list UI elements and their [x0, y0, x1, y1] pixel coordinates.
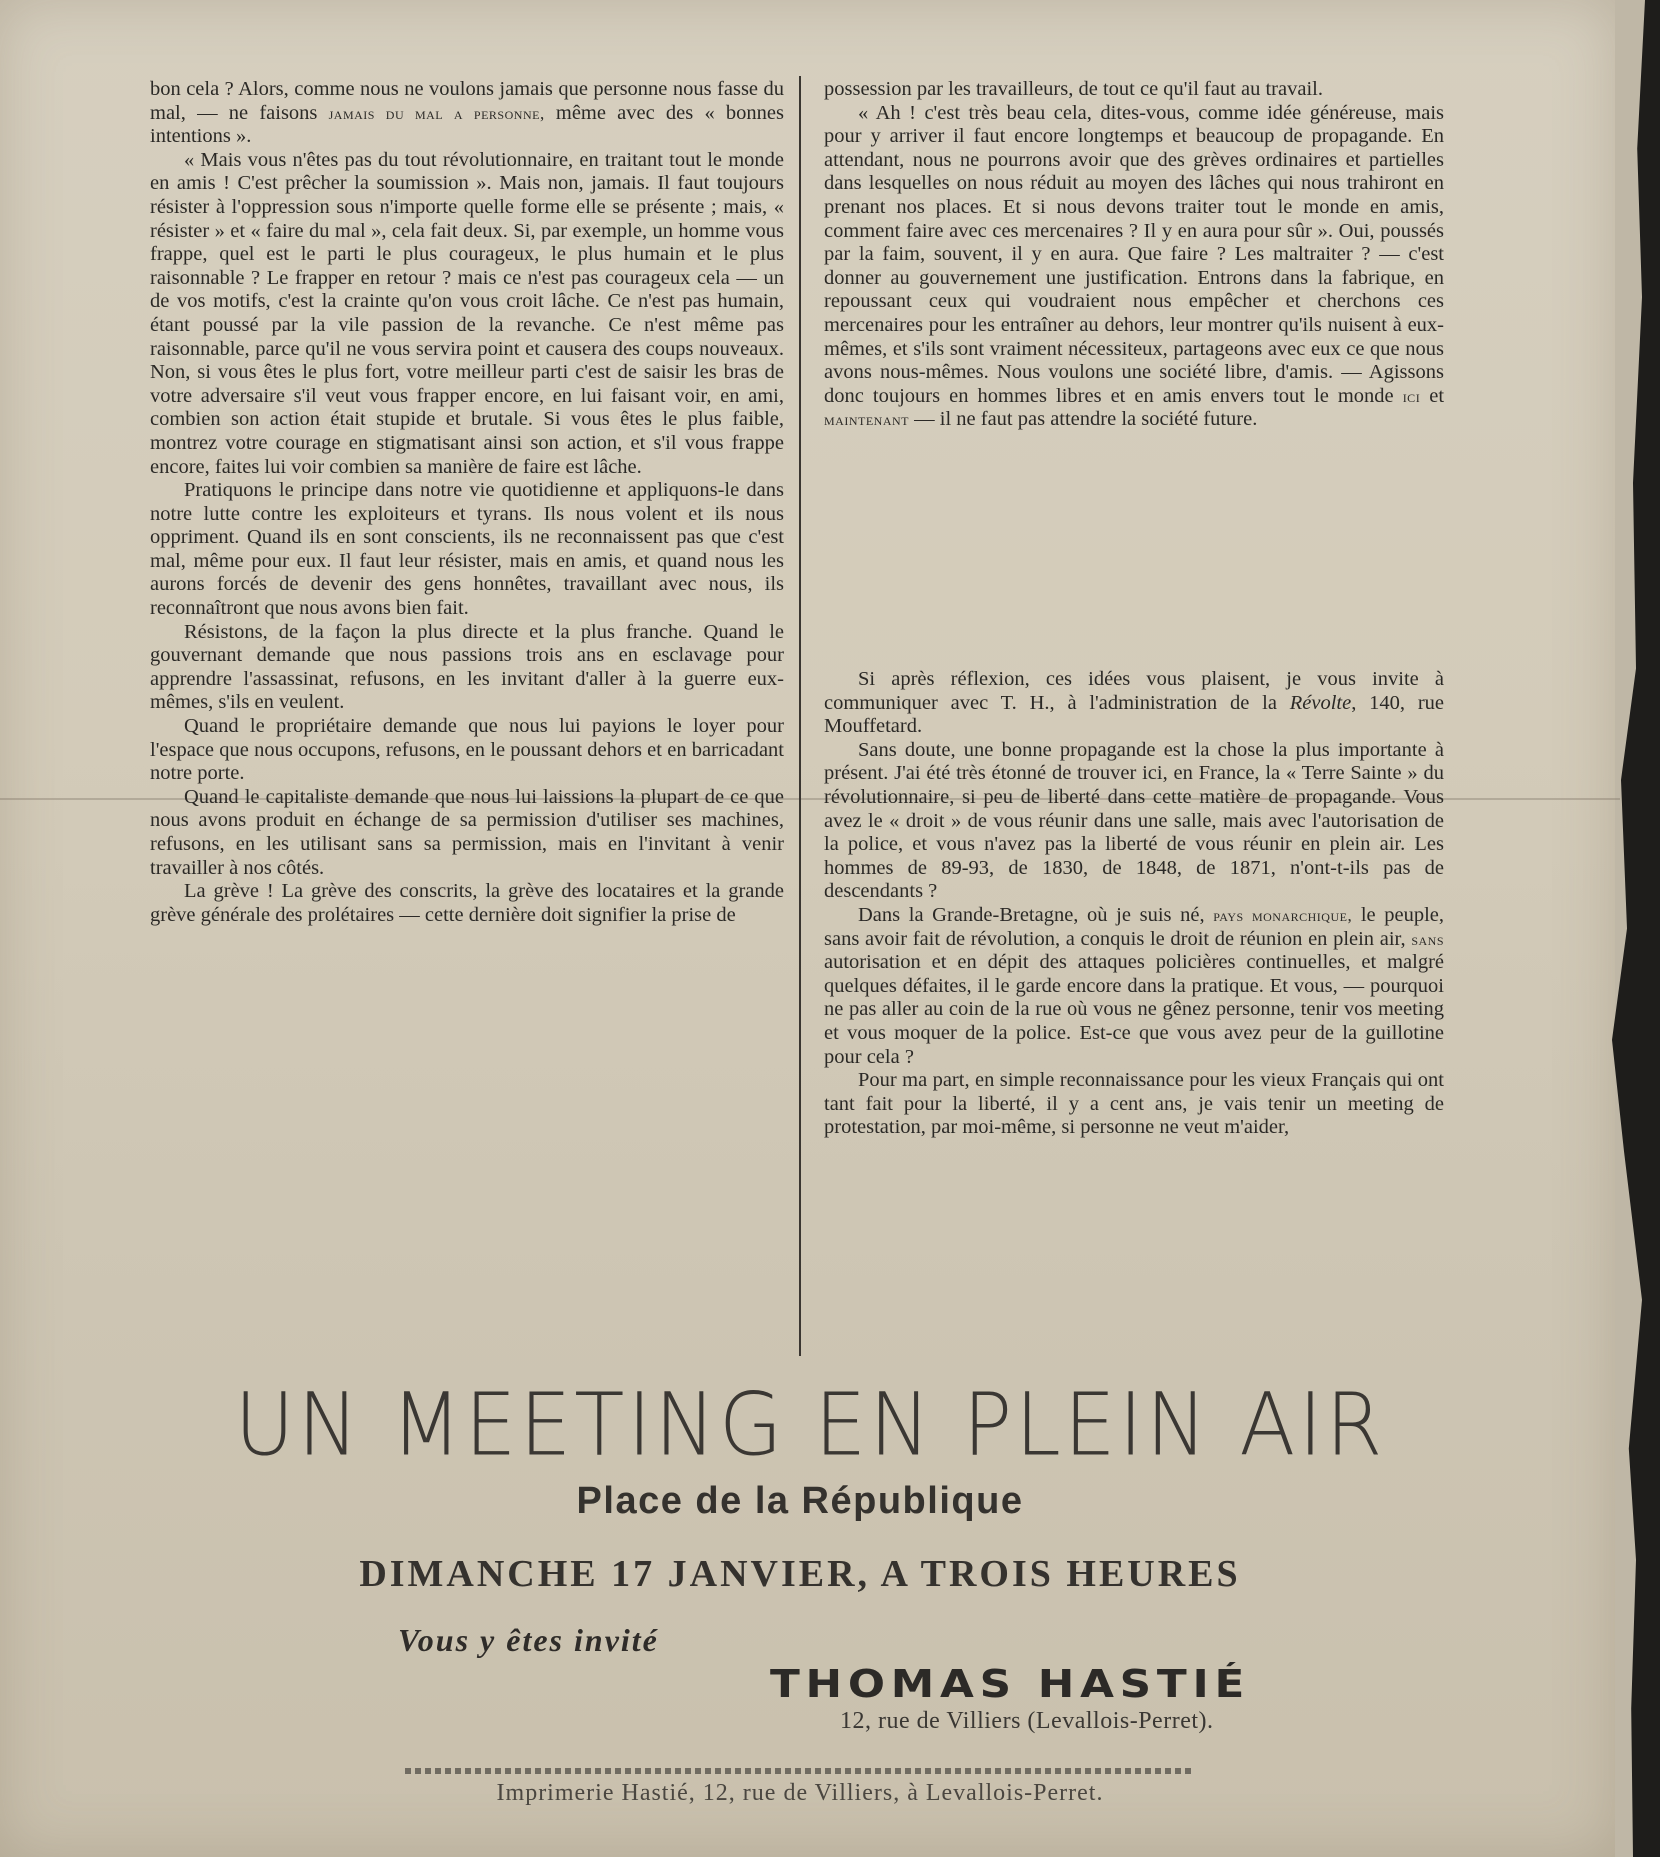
left-paragraph-7: La grève ! La grève des conscrits, la grève des locataires et la grande grève générale des prolétaires — cette dernière doit signifier la prise de — [150, 880, 784, 926]
left-paragraph-1: bon cela ? Alors, comme nous ne voulons jamais que personne nous fasse du mal, — ne faisons jamais du mal a personne, même avec des « bonnes intentions ». — [150, 78, 784, 148]
signer-address: 12, rue de Villiers (Levallois-Perret). — [840, 1708, 1214, 1734]
signer-name: THOMAS HASTIÉ — [770, 1662, 1251, 1706]
printer-imprint: Imprimerie Hastié, 12, rue de Villiers, à Levallois-Perret. — [496, 1780, 1104, 1806]
left-paragraph-6: Quand le capitaliste demande que nous lui laissions la plupart de ce que nous avons produit en échange de sa permission d'utiliser ses machines, refusons, en les utilisant sans sa permission, mais en l'invitant à venir travailler à nos côtés. — [150, 785, 784, 879]
meeting-date: DIMANCHE 17 JANVIER, A TROIS HEURES — [359, 1553, 1241, 1595]
right-paragraph-2: « Ah ! c'est très beau cela, dites-vous, comme idée généreuse, mais pour y arriver il faut encore longtemps et beaucoup de propagande. En attendant, nous ne pourrons avoir que des grèves ordinaires et partielles dans lesquelles on nous réduit au moyen des lâches qui nous trahiront en prenant nos places. Et si nous devons traiter tout le monde en amis, comment faire avec ces mercenaires ? Il y en aura pour sûr ». Oui, poussés par la faim, souvent, il y en aura. Que faire ? Les maltraiter ? — c'est donner au gouvernement une justification. Entrons dans la fabrique, en repoussant ceux qui voudraient nous empêcher et cherchons ces mercenaires pour les entraîner au dehors, leur montrer qu'ils nuisent à eux-mêmes, et s'ils sont vraiment nécessiteux, partageons avec eux ce que nous avons nous-mêmes. Nous voulons une société libre, d'amis. — Agissons donc toujours en hommes libres et en amis envers tout le monde ici et maintenant — il ne faut pas attendre la société future. — [824, 101, 1445, 431]
right-column-top — [824, 78, 1444, 432]
headline: UN MEETING EN PLEIN AIR — [234, 1375, 1386, 1476]
left-paragraph-2: « Mais vous n'êtes pas du tout révolutionnaire, en traitant tout le monde en amis ! C'est prêcher la soumission ». Mais non, jamais. Il faut toujours résister à l'oppression sous n'importe quelle forme elle se présente ; mais, « résister » et « faire du mal », cela fait deux. Si, par exemple, un homme vous frappe, quel est le parti le plus courageux, le plus humain et le plus raisonnable ? Le frapper en retour ? mais ce n'est pas courageux cela — un de vos motifs, c'est la crainte qu'on vous croit lâche. Ce n'est pas humain, étant poussé par la vile passion de la revanche. Ce n'est même pas raisonnable, parce qu'il ne vous servira point et causera des coups nouveaux. Non, si vous êtes le plus fort, votre meilleur parti c'est de saisir les bras de votre adversaire s'il veut vous frapper encore, en lui faisant voir, en ami, combien son action était stupide et brutale. Si vous êtes le plus faible, montrez votre courage en stigmatisant ainsi son action, et s'il vous frappe encore, faites lui voir combien sa manière de faire est lâche. — [150, 148, 784, 478]
right-paragraph-6: Pour ma part, en simple reconnaissance pour les vieux Français qui ont tant fait pour la liberté, il y a cent ans, je vais tenir un meeting de protestation, par moi-même, si personne ne veut m'aider, — [824, 1069, 1444, 1139]
left-column — [150, 78, 784, 927]
right-paragraph-4: Sans doute, une bonne propagande est la chose la plus importante à présent. J'ai été très étonné de trouver ici, en France, la « Terre Sainte » du révolutionnaire, si peu de liberté dans cette matière de propagande. Vous avez le « droit » de vous réunir dans une salle, mais avec l'autorisation de la police, et vous n'avez pas la liberté de vous réunir en plein air. Les hommes de 89-93, de 1830, de 1848, de 1871, n'ont-t-ils pas de descendants ? — [824, 738, 1444, 903]
right-paragraph-3: Si après réflexion, ces idées vous plaisent, je vous invite à communiquer avec T. H., à l'administration de la Révolte, 140, rue Mouffetard. — [824, 668, 1444, 738]
invitation-line: Vous y êtes invité — [398, 1622, 659, 1658]
right-paragraph-1: possession par les travailleurs, de tout ce qu'il faut au travail. — [824, 78, 1323, 100]
column-divider — [799, 76, 801, 1356]
right-column-bottom — [824, 668, 1444, 1140]
decorative-rule — [405, 1768, 1195, 1774]
right-paragraph-5: Dans la Grande-Bretagne, où je suis né, pays monarchique, le peuple, sans avoir fait de révolution, a conquis le droit de réunion en plein air, sans autorisation et en dépit des attaques policières continuelles, et malgré quelques défaites, il le garde encore dans la pratique. Et vous, — pourquoi ne pas aller au coin de la rue où vous ne gênez personne, tenir vos meeting et vous moquer de la police. Est-ce que vous avez peur de la guillotine pour cela ? — [824, 903, 1445, 1068]
left-paragraph-3: Pratiquons le principe dans notre vie quotidienne et appliquons-le dans notre lutte contre les exploiteurs et tyrans. Ils nous volent et ils nous oppriment. Quand ils en sont conscients, ils ne reconnaissent pas que c'est mal, même pour eux. Il faut leur résister, mais en amis, et quand nous les aurons forcés de devenir des gens honnêtes, travaillant avec nous, ils reconnaîtront que nous avons bien fait. — [150, 479, 784, 620]
left-paragraph-5: Quand le propriétaire demande que nous lui payions le loyer pour l'espace que nous occupons, refusons, en le poussant dehors et en barricadant notre porte. — [150, 715, 784, 785]
left-paragraph-4: Résistons, de la façon la plus directe et la plus franche. Quand le gouvernant demande que nous passions trois ans en esclavage pour apprendre l'assassinat, refusons, en les invitant d'aller à la guerre eux-mêmes, s'ils en veulent. — [150, 620, 784, 714]
meeting-place: Place de la République — [576, 1480, 1024, 1522]
